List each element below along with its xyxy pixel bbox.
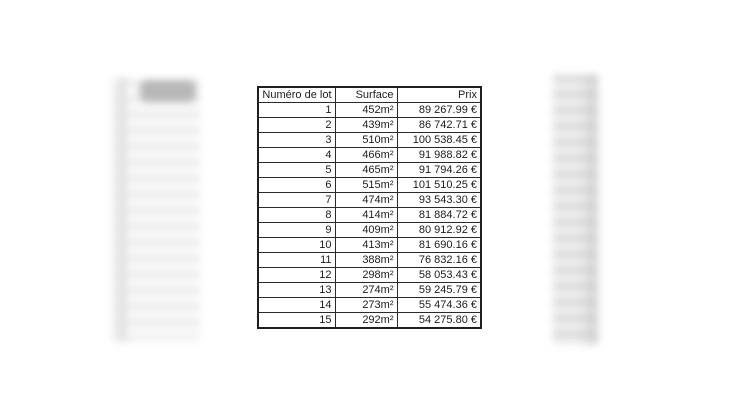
cell-surface: 510m² [335, 133, 397, 148]
cell-lot: 13 [258, 283, 335, 298]
blurred-left-rows [126, 80, 200, 340]
cell-surface: 466m² [335, 148, 397, 163]
cell-lot: 14 [258, 298, 335, 313]
blurred-right-shade [578, 75, 598, 345]
table-row [258, 148, 481, 163]
cell-surface: 298m² [335, 268, 397, 283]
cell-surface: 515m² [335, 178, 397, 193]
blurred-left-header-smudge [140, 80, 196, 102]
table-body [258, 103, 481, 329]
blurred-left-table-artifact [112, 76, 200, 344]
cell-prix: 76 832.16 € [397, 253, 481, 268]
cell-lot: 6 [258, 178, 335, 193]
cell-lot: 2 [258, 118, 335, 133]
table-row [258, 133, 481, 148]
table-row [258, 313, 481, 329]
table-row [258, 283, 481, 298]
table-row [258, 253, 481, 268]
cell-surface: 452m² [335, 103, 397, 118]
cell-prix: 86 742.71 € [397, 118, 481, 133]
table-row [258, 103, 481, 118]
cell-prix: 54 275.80 € [397, 313, 481, 329]
cell-prix: 81 690.16 € [397, 238, 481, 253]
cell-prix: 101 510.25 € [397, 178, 481, 193]
cell-surface: 409m² [335, 223, 397, 238]
table-row [258, 193, 481, 208]
cell-prix: 58 053.43 € [397, 268, 481, 283]
column-header-prix: Prix [397, 87, 481, 103]
cell-lot: 5 [258, 163, 335, 178]
cell-surface: 273m² [335, 298, 397, 313]
table-row [258, 208, 481, 223]
blurred-right-table-artifact [553, 75, 598, 345]
cell-lot: 11 [258, 253, 335, 268]
cell-surface: 274m² [335, 283, 397, 298]
cell-surface: 414m² [335, 208, 397, 223]
cell-lot: 7 [258, 193, 335, 208]
cell-surface: 474m² [335, 193, 397, 208]
cell-prix: 93 543.30 € [397, 193, 481, 208]
table-row [258, 118, 481, 133]
cell-lot: 12 [258, 268, 335, 283]
cell-surface: 439m² [335, 118, 397, 133]
cell-lot: 10 [258, 238, 335, 253]
cell-lot: 9 [258, 223, 335, 238]
column-header-surface: Surface [335, 87, 397, 103]
cell-prix: 81 884.72 € [397, 208, 481, 223]
cell-lot: 8 [258, 208, 335, 223]
table-row [258, 163, 481, 178]
cell-surface: 292m² [335, 313, 397, 329]
cell-surface: 465m² [335, 163, 397, 178]
lot-table [257, 86, 482, 329]
cell-prix: 80 912.92 € [397, 223, 481, 238]
table-header-row [258, 87, 481, 103]
cell-lot: 15 [258, 313, 335, 329]
cell-prix: 91 794.26 € [397, 163, 481, 178]
table-row [258, 223, 481, 238]
table-row [258, 298, 481, 313]
cell-lot: 4 [258, 148, 335, 163]
cell-prix: 100 538.45 € [397, 133, 481, 148]
cell-surface: 388m² [335, 253, 397, 268]
cell-prix: 55 474.36 € [397, 298, 481, 313]
cell-prix: 89 267.99 € [397, 103, 481, 118]
table-row [258, 238, 481, 253]
column-header-numero-de-lot: Numéro de lot [258, 87, 335, 103]
cell-lot: 1 [258, 103, 335, 118]
cell-prix: 91 988.82 € [397, 148, 481, 163]
cell-lot: 3 [258, 133, 335, 148]
table-row [258, 268, 481, 283]
table-row [258, 178, 481, 193]
cell-prix: 59 245.79 € [397, 283, 481, 298]
cell-surface: 413m² [335, 238, 397, 253]
